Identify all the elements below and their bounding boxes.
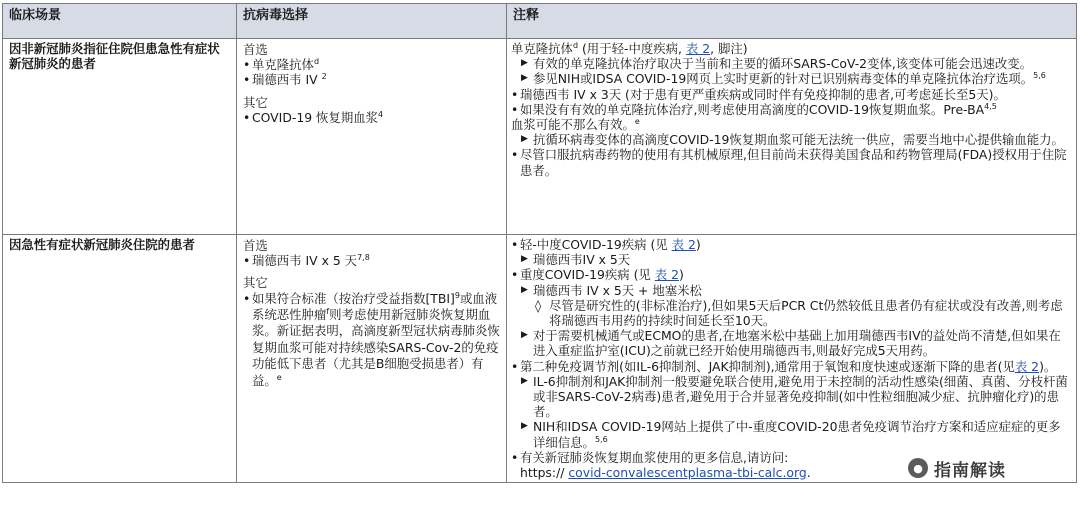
note-item: • 尽管口服抗病毒药物的使用有其机械原理,但目前尚未获得美国食品和药物管理局(FDA)授权用于住院患者。 <box>511 147 1067 178</box>
other-label: 其它 <box>243 275 268 291</box>
options-cell <box>237 39 507 235</box>
note-item: • 瑞德西韦 IV x 3天 (对于患有更严重疾病或同时伴有免疫抑制的患者,可考虑延长至5天)。 <box>511 86 1006 102</box>
table-row <box>3 235 1077 483</box>
table-row <box>3 39 1077 235</box>
note-subitem: ▶ 参见NIH或IDSA COVID-19网页上实时更新的针对已识别病毒变体的单克隆抗体治疗选项。$^{5,6}$ <box>521 71 1046 87</box>
options-cell <box>237 235 507 483</box>
header-notes: 注释 <box>507 4 1077 39</box>
list-item: • 单克隆抗体$^d$ <box>243 57 320 73</box>
scenario-text: 因急性有症状新冠肺炎住院的患者 <box>9 237 195 252</box>
list-item: • 瑞德西韦 IV x 5 天$^{7,8}$ <box>243 253 370 269</box>
note-subitem: ▶ NIH和IDSA COVID-19网站上提供了中-重度COVID-20患者免疫调节治疗方案和适应症症的更多详细信息。$^{5,6}$ <box>521 419 1061 450</box>
note-subitem: ▶ IL-6抑制剂和JAK抑制剂一般要避免联合使用,避免用于未控制的活动性感染(细菌、真菌、分枝杆菌或非SARS-CoV-2病毒)患者,避免用于合并显著免疫抑制(如中性粒细胞减少症、抗肿瘤化疗)的患者。 <box>521 373 1068 420</box>
wechat-icon: ● <box>908 458 928 478</box>
triangle-bullet-icon: ▶ <box>521 73 528 84</box>
note-item: • 如果没有有效的单克隆抗体治疗,则考虑使用高滴度的COVID-19恢复期血浆。Pre-BA$^{4,5}$ <box>511 101 997 117</box>
scenario-cell <box>3 235 237 483</box>
note-subitem: ▶ 瑞德西韦IV x 5天 <box>521 252 631 268</box>
header-row <box>3 4 1077 39</box>
triangle-bullet-icon: ▶ <box>521 58 528 69</box>
diamond-bullet-icon: ◊ <box>535 297 542 313</box>
header-scenario: 临床场景 <box>3 4 237 39</box>
watermark-text: 指南解读 <box>934 460 1006 481</box>
note-item-cont: 血浆可能不那么有效。$^e$ <box>511 116 640 133</box>
table-2-link[interactable]: 表 2 <box>671 237 696 252</box>
triangle-bullet-icon: ▶ <box>521 330 528 341</box>
note-item: • 第二种免疫调节剂(如IL-6抑制剂、JAK抑制剂),通常用于氧饱和度快速或逐渐下降的患者(见表 2)。 <box>511 358 1057 374</box>
plasma-calc-link[interactable]: covid-convalescentplasma-tbi-calc.org <box>568 465 807 481</box>
note-item: • 轻-中度COVID-19疾病 (见 表 2) <box>511 237 701 252</box>
preferred-label: 首选 <box>243 42 268 57</box>
preferred-label: 首选 <box>243 238 268 253</box>
antiviral-table <box>2 3 1077 483</box>
note-subitem: ▶ 瑞德西韦 IV x 5天 + 地塞米松 <box>521 282 702 298</box>
note-item: • 重度COVID-19疾病 (见 表 2) <box>511 267 684 283</box>
list-item: • 如果符合标准（按治疗受益指数[TBI]$^9$或血液系统恶性肿瘤$^f$则考虑使用新冠肺炎恢复期血浆。新证据表明，高滴度新型冠状病毒肺炎恢复期血浆可能对持续感染SARS-Cov-2的免疫功能低下患者（尤其是B细胞受损患者）有益。$^e$ <box>243 290 500 388</box>
other-label: 其它 <box>243 94 268 110</box>
note-item: • 有关新冠肺炎恢复期血浆使用的更多信息,请访问: https:// covid-convalescentplasma-tbi-calc.org. <box>511 449 811 481</box>
triangle-bullet-icon: ▶ <box>521 375 528 386</box>
triangle-bullet-icon: ▶ <box>521 284 528 295</box>
list-item: • COVID-19 恢复期血浆$^4$ <box>243 109 384 125</box>
table-2-link[interactable]: 表 2 <box>1014 358 1040 374</box>
watermark <box>908 456 1068 480</box>
header-options: 抗病毒选择 <box>237 4 507 39</box>
scenario-text: 因非新冠肺炎指征住院但患急性有症状新冠肺炎的患者 <box>9 41 220 72</box>
scenario-cell <box>3 39 237 235</box>
triangle-bullet-icon: ▶ <box>521 421 528 432</box>
triangle-bullet-icon: ▶ <box>521 254 528 265</box>
notes-cell <box>507 39 1077 235</box>
note-subitem: ▶ 对于需要机械通气或ECMO的患者,在地塞米松中基础上加用瑞德西韦IV的益处尚不清楚,但如果在进入重症监护室(ICU)之前就已经开始使用瑞德西韦,则最好完成5天用药。 <box>521 328 1061 359</box>
list-item: • 瑞德西韦 IV $^2$ <box>243 72 327 88</box>
notes-cell <box>507 235 1077 483</box>
note-subsubitem: ◊ 尽管是研究性的(非标准治疗),但如果5天后PCR Ct仍然较低且患者仍有症状或没有改善,则考虑将瑞德西韦用药的持续时间延长至10天。 <box>535 297 1063 329</box>
note-subitem: ▶ 抗循环病毒变体的高滴度COVID-19恢复期血浆可能无法统一供应，需要当地中心提供输血能力。 <box>521 132 1064 148</box>
table-2-link[interactable]: 表 2 <box>685 41 711 56</box>
triangle-bullet-icon: ▶ <box>521 134 528 145</box>
table-2-link[interactable]: 表 2 <box>654 267 679 283</box>
note-item: 单克隆抗体$^d$ (用于轻-中度疾病, 表 2, 脚注) <box>511 40 748 56</box>
note-subitem: ▶ 有效的单克隆抗体治疗取决于当前和主要的循环SARS-CoV-2变体,该变体可能会迅速改变。 <box>521 56 1033 72</box>
